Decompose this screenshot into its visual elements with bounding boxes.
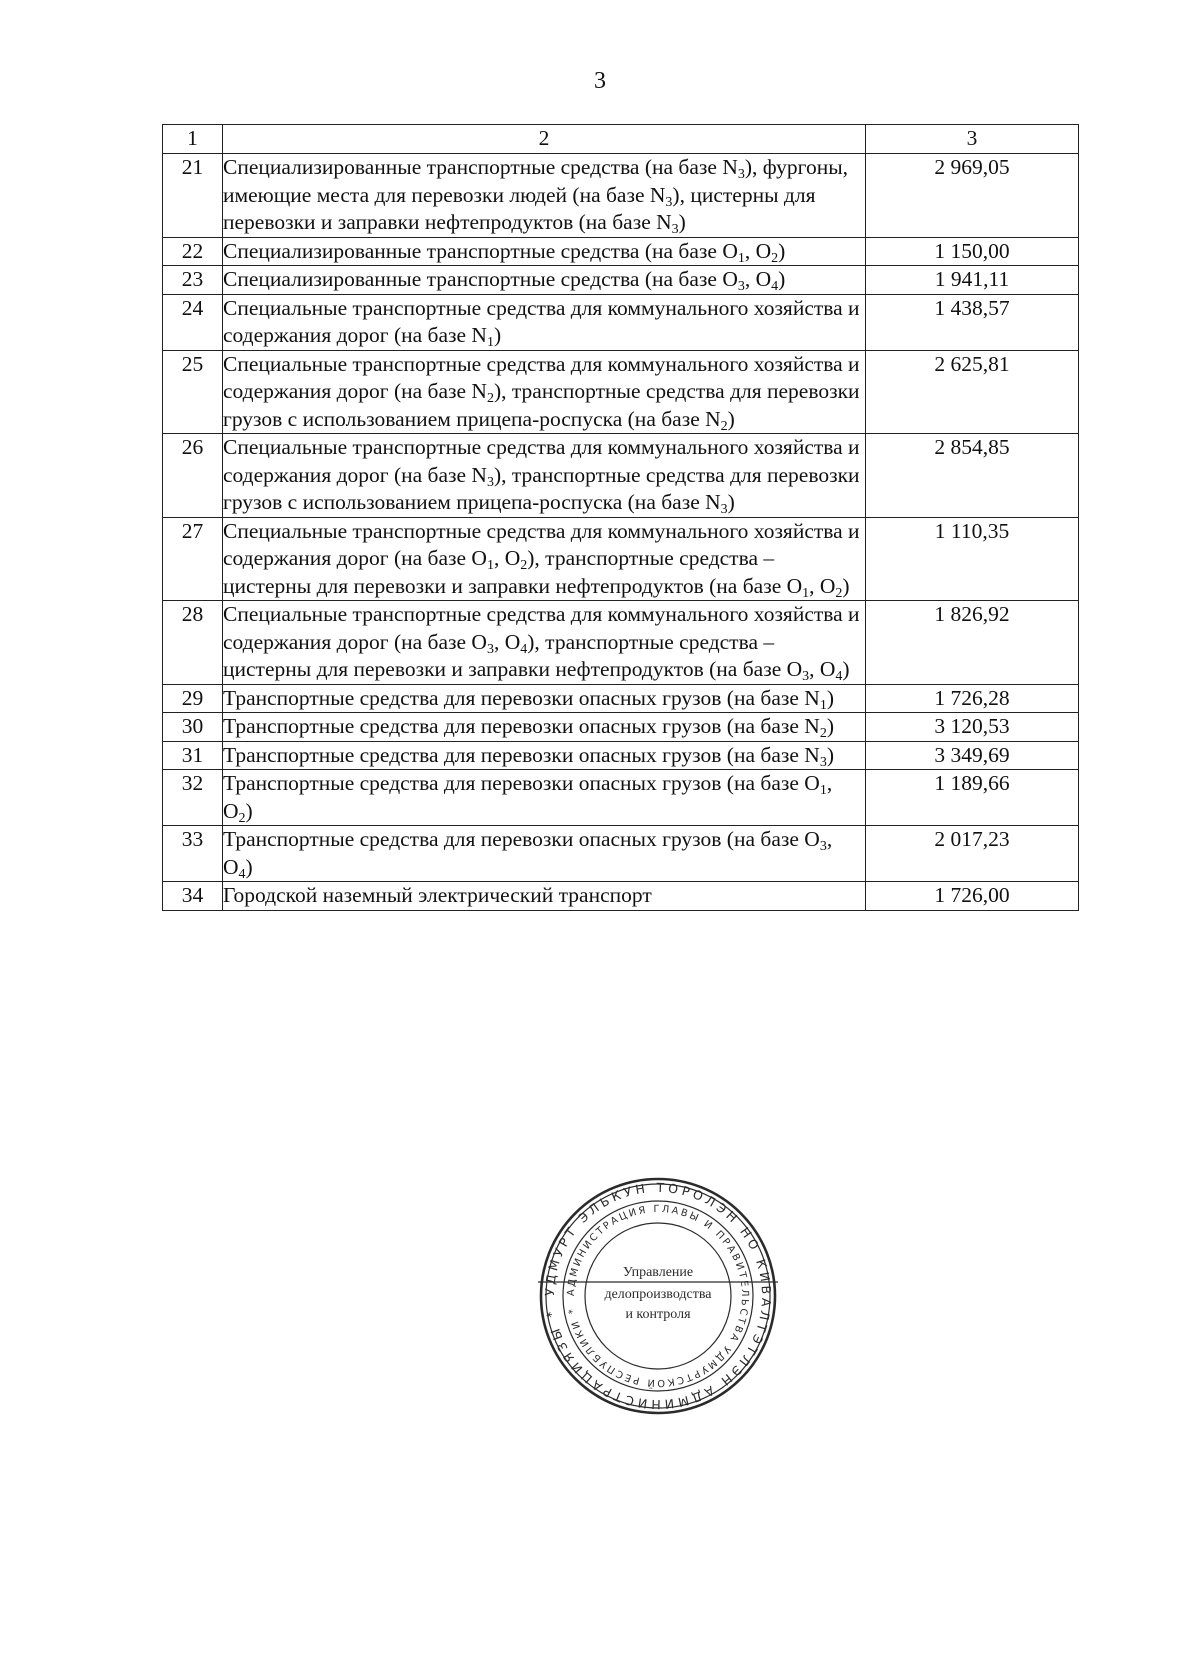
table-row — [163, 294, 1079, 350]
row-description: Транспортные средства для перевозки опасных грузов (на базе $N_1$) — [223, 684, 866, 713]
row-value: 1 726,00 — [866, 882, 1079, 911]
row-description: Транспортные средства для перевозки опасных грузов (на базе $O_3$, $O_4$) — [223, 826, 866, 882]
table-row — [163, 237, 1079, 266]
row-number: 27 — [163, 517, 223, 601]
row-description: Транспортные средства для перевозки опасных грузов (на базе $O_1$, $O_2$) — [223, 770, 866, 826]
row-value: 2 017,23 — [866, 826, 1079, 882]
table-row — [163, 154, 1079, 238]
row-description: Специализированные транспортные средства (на базе $O_1$, $O_2$) — [223, 237, 866, 266]
row-description: Транспортные средства для перевозки опасных грузов (на базе $N_2$) — [223, 713, 866, 742]
row-description: Специальные транспортные средства для коммунального хозяйства и содержания дорог (на базе $O_1$, $O_2$), транспортные средства – цистерны для перевозки и заправки нефтепродуктов (на базе $O_1$, $O_2$) — [223, 517, 866, 601]
row-description: Специальные транспортные средства для коммунального хозяйства и содержания дорог (на базе $N_1$) — [223, 294, 866, 350]
row-value: 1 150,00 — [866, 237, 1079, 266]
page-number: 3 — [594, 68, 606, 94]
row-description: Специализированные транспортные средства (на базе $N_3$), фургоны, имеющие места для перевозки людей (на базе $N_3$), цистерны для перевозки и заправки нефтепродуктов (на базе $N_3$) — [223, 154, 866, 238]
row-number: 29 — [163, 684, 223, 713]
table-row — [163, 601, 1079, 685]
row-number: 21 — [163, 154, 223, 238]
row-value: 2 854,85 — [866, 434, 1079, 518]
row-number: 30 — [163, 713, 223, 742]
seal-center-line-1: Управление — [622, 1265, 694, 1280]
table-row — [163, 826, 1079, 882]
table-row — [163, 517, 1079, 601]
table-row — [163, 434, 1079, 518]
row-description: Специальные транспортные средства для коммунального хозяйства и содержания дорог (на базе $O_3$, $O_4$), транспортные средства – цистерны для перевозки и заправки нефтепродуктов (на базе $O_3$, $O_4$) — [223, 601, 866, 685]
table-row — [163, 266, 1079, 295]
row-number: 23 — [163, 266, 223, 295]
table-row — [163, 770, 1079, 826]
row-number: 22 — [163, 237, 223, 266]
row-value: 1 826,92 — [866, 601, 1079, 685]
seal-center-line-3: и контроля — [625, 1307, 691, 1322]
row-number: 31 — [163, 741, 223, 770]
row-value: 2 969,05 — [866, 154, 1079, 238]
row-value: 1 189,66 — [866, 770, 1079, 826]
header-col-1: 1 — [163, 125, 223, 154]
table-row — [163, 713, 1079, 742]
row-value: 3 349,69 — [866, 741, 1079, 770]
row-value: 2 625,81 — [866, 350, 1079, 434]
row-description: Транспортные средства для перевозки опасных грузов (на базе $N_3$) — [223, 741, 866, 770]
table-header-row — [163, 125, 1079, 154]
row-value: 1 726,28 — [866, 684, 1079, 713]
official-seal — [538, 1176, 778, 1416]
row-number: 24 — [163, 294, 223, 350]
table-row — [163, 684, 1079, 713]
table-row — [163, 882, 1079, 911]
row-number: 28 — [163, 601, 223, 685]
row-description: Специальные транспортные средства для коммунального хозяйства и содержания дорог (на базе $N_3$), транспортные средства для перевозки грузов с использованием прицепа-роспуска (на базе $N_3$) — [223, 434, 866, 518]
seal-center-line-2: делопроизводства — [604, 1287, 712, 1302]
row-description: Специальные транспортные средства для коммунального хозяйства и содержания дорог (на базе $N_2$), транспортные средства для перевозки грузов с использованием прицепа-роспуска (на базе $N_2$) — [223, 350, 866, 434]
table-row — [163, 741, 1079, 770]
table-body — [163, 154, 1079, 911]
tariff-table — [162, 124, 1079, 911]
seal-outer-text: УДМУРТ ЭЛЬКУН ТОРОЛЭН НО КИВАЛТЭТЛЭН АДМИНИСТРАЦИЯЗЫ * — [541, 1179, 775, 1413]
row-description: Специализированные транспортные средства (на базе $O_3$, $O_4$) — [223, 266, 866, 295]
table-row — [163, 350, 1079, 434]
row-value: 3 120,53 — [866, 713, 1079, 742]
row-number: 33 — [163, 826, 223, 882]
row-description: Городской наземный электрический транспорт — [223, 882, 866, 911]
row-value: 1 110,35 — [866, 517, 1079, 601]
row-number: 34 — [163, 882, 223, 911]
row-value: 1 438,57 — [866, 294, 1079, 350]
header-col-2: 2 — [223, 125, 866, 154]
seal-inner-text: АДМИНИСТРАЦИЯ ГЛАВЫ И ПРАВИТЕЛЬСТВА УДМУРТСКОЙ РЕСПУБЛИКИ * — [565, 1203, 751, 1389]
row-number: 32 — [163, 770, 223, 826]
header-col-3: 3 — [866, 125, 1079, 154]
row-value: 1 941,11 — [866, 266, 1079, 295]
row-number: 26 — [163, 434, 223, 518]
row-number: 25 — [163, 350, 223, 434]
